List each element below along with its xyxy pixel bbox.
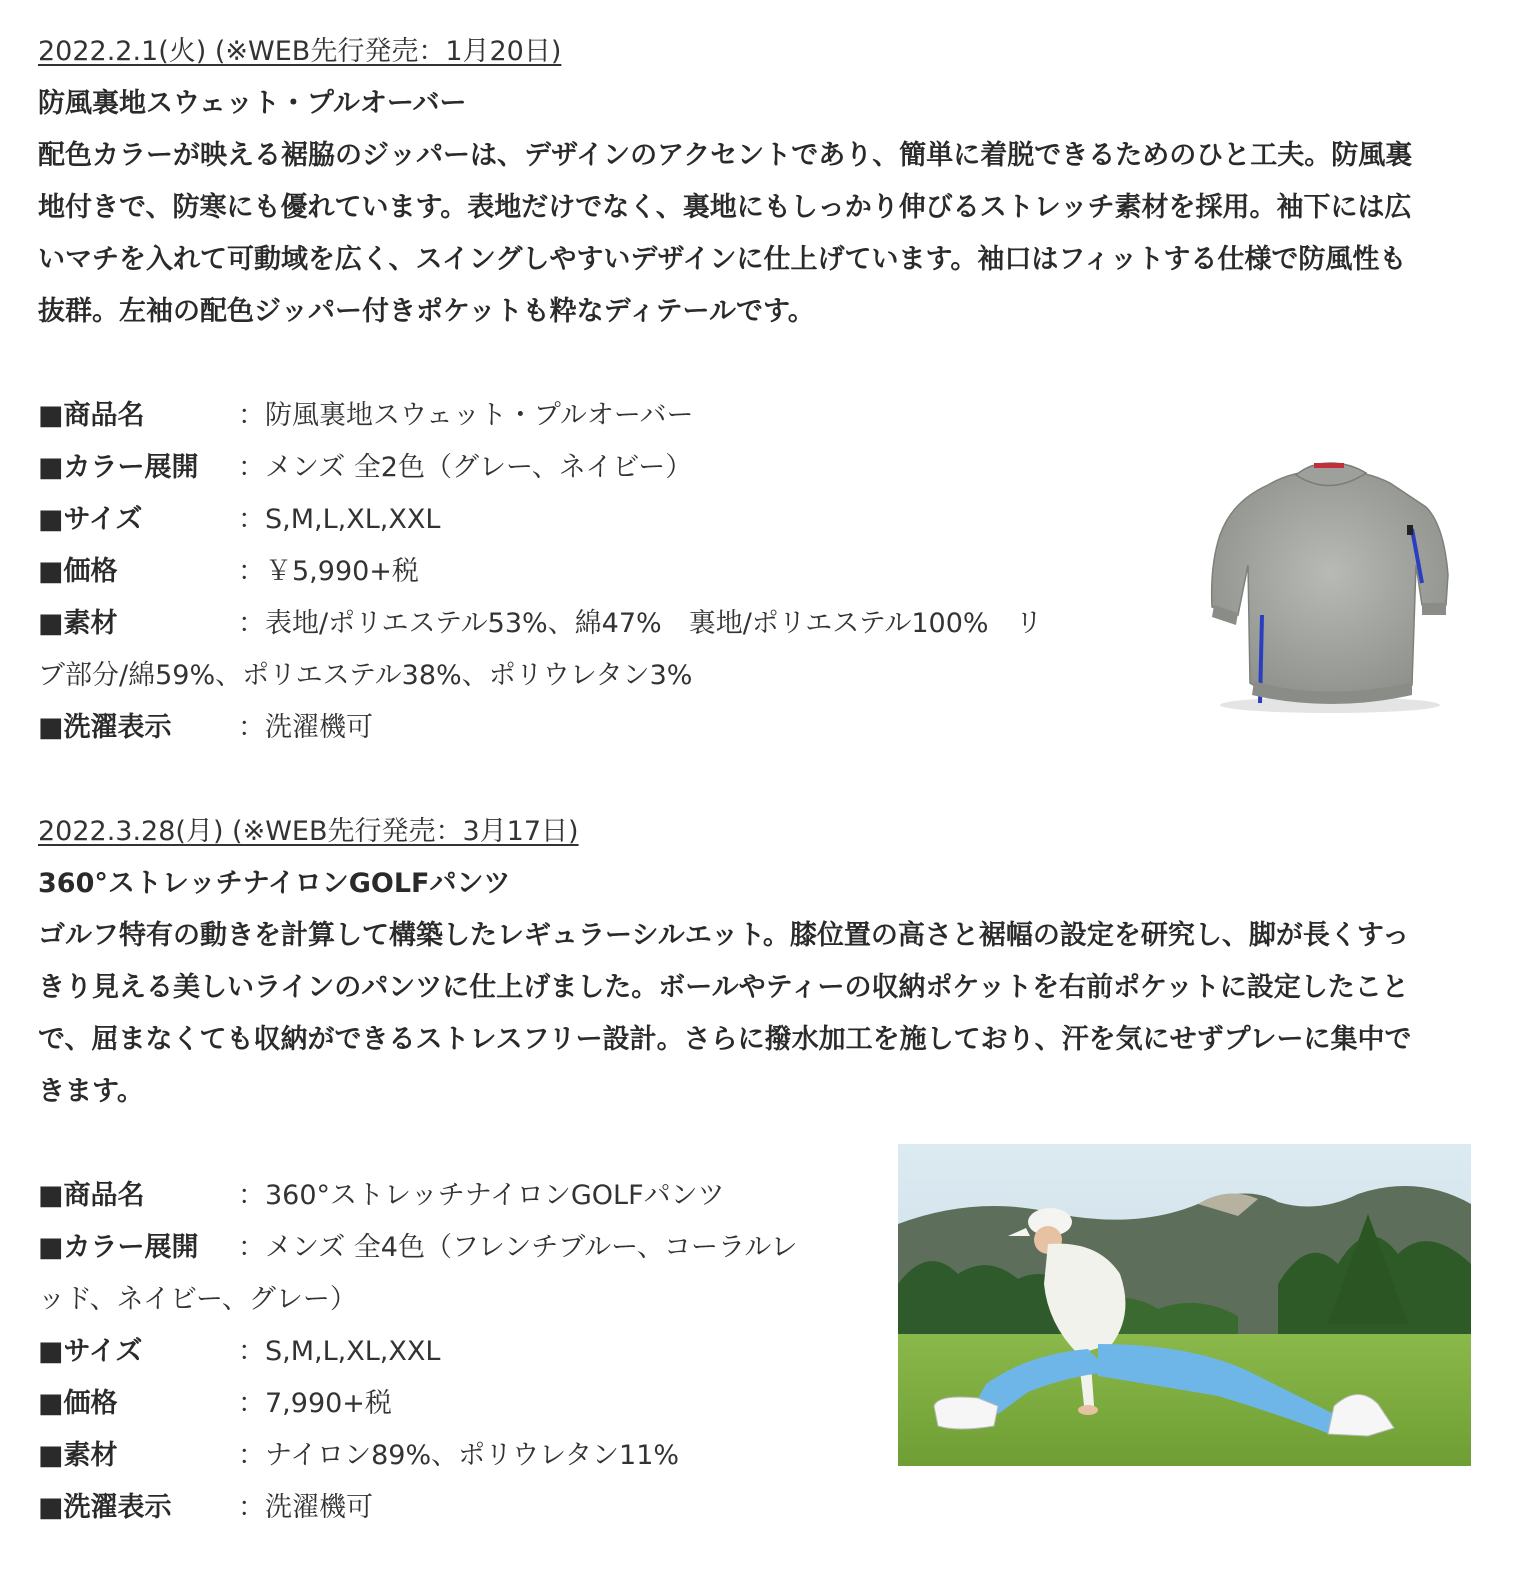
spec-value-continued: ッド、ネイビー、グレー）	[38, 1284, 357, 1315]
spec-value: ：ナイロン89%、ポリウレタン11%	[238, 1440, 680, 1471]
product-title-1: 防風裏地スウェット・プルオーバー	[38, 88, 467, 119]
spec-label: ■価格	[38, 556, 118, 587]
description-line: 配色カラーが映える裾脇のジッパーは、デザインのアクセントであり、簡単に着脱できるためのひと工夫。防風裏	[38, 140, 1413, 171]
spec-label: ■カラー展開	[38, 1232, 199, 1263]
description-line: きます。	[38, 1076, 144, 1107]
spec-label: ■サイズ	[38, 1336, 143, 1367]
spec-value: ：7,990+税	[238, 1388, 392, 1419]
spec-label: ■素材	[38, 608, 118, 639]
spec-value: ：メンズ 全4色（フレンチブルー、コーラルレ	[238, 1232, 798, 1263]
spec-value: ：360°ストレッチナイロンGOLFパンツ	[238, 1180, 725, 1211]
description-line: ゴルフ特有の動きを計算して構築したレギュラーシルエット。膝位置の高さと裾幅の設定を研究し、脚が長くすっ	[38, 920, 1410, 951]
product-description-1	[38, 130, 1468, 338]
description-line: きり見える美しいラインのパンツに仕上げました。ボールやティーの収納ポケットを右前ポケットに設定したこと	[38, 972, 1409, 1003]
spec-value: ：防風裏地スウェット・プルオーバー	[238, 400, 694, 431]
description-line: 抜群。左袖の配色ジッパー付きポケットも粋なディテールです。	[38, 296, 815, 327]
spec-value-continued: ブ部分/綿59%、ポリエステル38%、ポリウレタン3%	[38, 660, 693, 691]
product-title-2: 360°ストレッチナイロンGOLFパンツ	[38, 868, 511, 899]
spec-value: ：S,M,L,XL,XXL	[238, 504, 441, 535]
spec-value: ：洗濯機可	[238, 712, 373, 743]
description-line: で、屈まなくても収納ができるストレスフリー設計。さらに撥水加工を施しており、汗を気にせずプレーに集中で	[38, 1024, 1412, 1055]
sweatshirt-image	[1190, 455, 1462, 717]
spec-label: ■洗濯表示	[38, 712, 172, 743]
spec-label: ■商品名	[38, 400, 145, 431]
spec-value: ：￥5,990+税	[238, 556, 419, 587]
golfer-stretching-photo	[898, 1144, 1471, 1466]
release-date-1: 2022.2.1(火) (※WEB先行発売：1月20日)	[38, 36, 562, 67]
spec-label: ■洗濯表示	[38, 1492, 172, 1523]
golf-photo-icon	[898, 1144, 1471, 1466]
product-description-2	[38, 910, 1468, 1118]
spec-value: ：洗濯機可	[238, 1492, 373, 1523]
spec-label: ■カラー展開	[38, 452, 199, 483]
description-line: いマチを入れて可動域を広く、スイングしやすいデザインに仕上げています。袖口はフィットする仕様で防風性も	[38, 244, 1407, 275]
spec-label: ■価格	[38, 1388, 118, 1419]
description-line: 地付きで、防寒にも優れています。表地だけでなく、裏地にもしっかり伸びるストレッチ素材を採用。袖下には広	[38, 192, 1412, 223]
spec-label: ■サイズ	[38, 504, 143, 535]
spec-value: ：S,M,L,XL,XXL	[238, 1336, 441, 1367]
spec-label: ■素材	[38, 1440, 118, 1471]
release-date-2: 2022.3.28(月) (※WEB先行発売：3月17日)	[38, 816, 579, 847]
spec-label: ■商品名	[38, 1180, 145, 1211]
spec-value: ：表地/ポリエステル53%、綿47% 裏地/ポリエステル100% リ	[238, 608, 1043, 639]
gray-sweatshirt-icon	[1190, 455, 1462, 717]
spec-value: ：メンズ 全2色（グレー、ネイビー）	[238, 452, 693, 483]
